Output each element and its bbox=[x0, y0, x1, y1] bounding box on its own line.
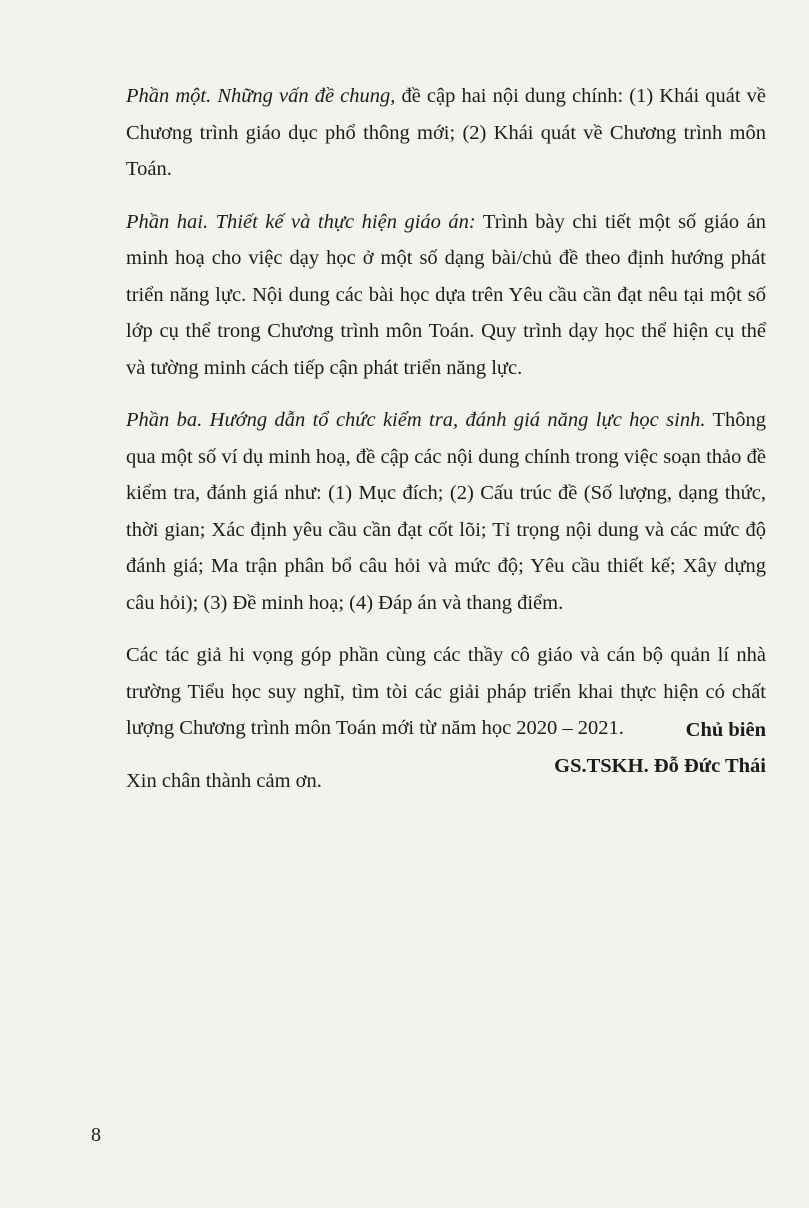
page-number: 8 bbox=[91, 1124, 101, 1146]
paragraph-lead: Phần hai. Thiết kế và thực hiện giáo án: bbox=[126, 210, 476, 233]
signature-role: Chủ biên bbox=[685, 719, 766, 741]
paragraph-part-one bbox=[126, 78, 766, 188]
signature-name: GS.TSKH. Đỗ Đức Thái bbox=[554, 755, 766, 777]
paragraph-part-two bbox=[126, 204, 766, 387]
signature-block bbox=[554, 712, 766, 784]
thanks-line: Xin chân thành cảm ơn. bbox=[126, 769, 322, 792]
paragraph-lead: Phần ba. Hướng dẫn tổ chức kiểm tra, đánh giá năng lực học sinh. bbox=[126, 409, 706, 431]
body-text bbox=[126, 78, 766, 815]
paragraph-part-three bbox=[126, 402, 766, 621]
paragraph-body: Thông qua một số ví dụ minh hoạ, đề cập các nội dung chính trong việc soạn thảo đề kiểm tra, đánh giá như: (1) Mục đích; (2) Cấu trúc đề (Số lượng, dạng thức, thời gian; Xác định yêu cầu cần đạt cốt lõi; Tỉ trọng nội dung và các mức độ đánh giá; Ma trận phân bổ câu hỏi và mức độ; Yêu cầu thiết kế; Xây dựng câu hỏi); (3) Đề minh hoạ; (4) Đáp án và thang điểm. bbox=[126, 409, 766, 614]
paragraph-body: Trình bày chi tiết một số giáo án minh hoạ cho việc dạy học ở một số dạng bài/chủ đề theo định hướng phát triển năng lực. Nội dung các bài học dựa trên Yêu cầu cần đạt nêu tại một số lớp cụ thể trong Chương trình môn Toán. Quy trình dạy học thể hiện cụ thể và tường minh cách tiếp cận phát triển năng lực. bbox=[126, 210, 766, 379]
paragraph-lead: Phần một. Những vấn đề chung, bbox=[126, 85, 396, 107]
closing-paragraph: Các tác giả hi vọng góp phần cùng các thầy cô giáo và cán bộ quản lí nhà trường Tiểu học suy nghĩ, tìm tòi các giải pháp triển khai thực hiện có chất lượng Chương trình môn Toán mới từ năm học 2020 – 2021. bbox=[126, 644, 766, 739]
paragraph-body: đề cập hai nội dung chính: (1) Khái quát về Chương trình giáo dục phổ thông mới; (2) Khái quát về Chương trình môn Toán. bbox=[126, 85, 766, 180]
